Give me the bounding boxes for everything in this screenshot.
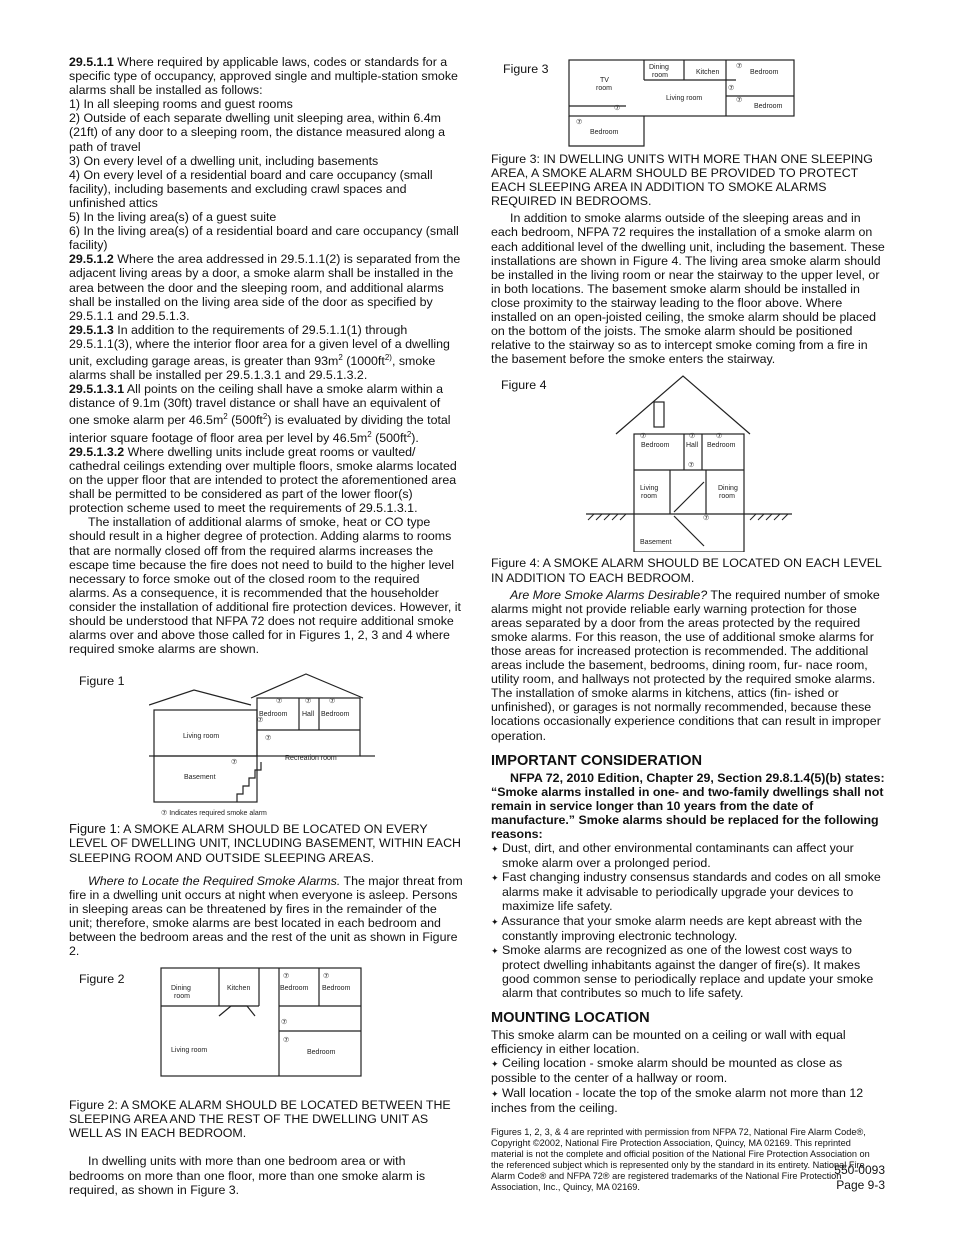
fig4-room-basement: Basement bbox=[640, 539, 672, 547]
smoke-alarm-icon: ⑦ bbox=[614, 105, 621, 112]
smoke-alarm-icon: ⑦ bbox=[276, 698, 283, 706]
para-where-to-locate: Where to Locate the Required Smoke Alarms. The major threat from fire in a dwelling unit occurs at night when everyone is asleep. Persons in sleeping areas can be threatened by fires in the remainder of the unit; therefore, smoke alarms are best located in each bedroom and between the bedroom areas and the rest of the unit as shown in Figure 2. bbox=[69, 873, 463, 959]
important-statement: NFPA 72, 2010 Edition, Chapter 29, Section 29.8.1.4(5)(b) states: “Smoke alarms installed in one- and two-family dwellings shall not remain in service longer than 10 years from the date of manufacture.” Smoke alarms should be replaced for the following reasons: bbox=[491, 770, 885, 841]
para-29-5-1-2: 29.5.1.2 Where the area addressed in 29.5.1.1(2) is separated from the adjacent living areas by a door, a smoke alarm shall be installed in the area between the door and the sleeping room, and additional alarms shall be installed on the living area side of the door as specified by 29.5.1.1 and 29.5.1.3. bbox=[69, 252, 461, 323]
fig1-room-hall: Hall bbox=[302, 711, 315, 719]
list-item: 2) Outside of each separate dwelling unit sleeping area, within 6.4m (21ft) of any door to a sleeping room, the distance measured along a path of travel bbox=[69, 111, 446, 154]
smoke-alarm-icon: ⑦ bbox=[257, 717, 264, 725]
page-number: Page 9-3 bbox=[836, 1178, 885, 1192]
fig2-room-bedroom-2: Bedroom bbox=[322, 985, 351, 993]
smoke-alarm-icon: ⑦ bbox=[576, 119, 583, 126]
figure-1-label: Figure 1 bbox=[79, 674, 125, 689]
para-additional-levels: In addition to smoke alarms outside of the sleeping areas and in each bedroom, NFPA 72 requires the installation of a smoke alarm on each additional level of the dwelling unit, including the basement. These installations are shown in Figure 4. The living area smoke alarm should be installed in the living room or near the stairway to the upper level, or in both locations. The basement smoke alarm should be installed in close proximity to the stairway leading to the floor above. Where installed on an open-joisted ceiling, the smoke alarm should be placed on the bottom of the joists. The smoke alarm should be positioned relative to the stairway so as to intercept smoke coming from a fire in the basement before the smoke enters the stairway. bbox=[491, 211, 885, 367]
fig2-room-dining-2: room bbox=[174, 993, 190, 1001]
fig1-room-basement: Basement bbox=[184, 774, 216, 782]
fig2-room-bedroom-3: Bedroom bbox=[307, 1049, 336, 1057]
fig3-room-tv: TV bbox=[600, 77, 609, 84]
smoke-alarm-icon: ⑦ bbox=[283, 973, 290, 981]
fig1-room-living: Living room bbox=[183, 733, 220, 741]
figure-4-diagram bbox=[586, 374, 796, 552]
fig1-legend: ⑦ Indicates required smoke alarm bbox=[161, 810, 267, 818]
fig1-room-recreation: Recreation room bbox=[285, 755, 337, 763]
list-item: 3) On every level of a dwelling unit, including basements bbox=[69, 153, 379, 168]
bullet-icon: ✦ bbox=[491, 844, 499, 855]
figure-1-caption: Figure 1: A SMOKE ALARM SHOULD BE LOCATED ON EVERY LEVEL OF DWELLING UNIT, INCLUDING BASEMENT, WITHIN EACH SLEEPING ROOM AND OUTSIDE SLEEPING AREAS. bbox=[69, 821, 461, 865]
figure-1 bbox=[69, 670, 463, 820]
fig3-room-kitchen: Kitchen bbox=[696, 69, 720, 76]
fig3-room-bedroom-2: Bedroom bbox=[754, 103, 783, 110]
smoke-alarm-icon: ⑦ bbox=[329, 698, 336, 706]
figure-2-label: Figure 2 bbox=[79, 972, 125, 987]
fig2-room-kitchen: Kitchen bbox=[227, 985, 251, 993]
right-column bbox=[491, 58, 885, 1193]
smoke-alarm-icon: ⑦ bbox=[283, 1037, 290, 1045]
fig2-room-living: Living room bbox=[171, 1047, 208, 1055]
figure-4-label: Figure 4 bbox=[501, 378, 547, 393]
bullet-icon: ✦ bbox=[491, 1059, 499, 1070]
ceiling-location: ✦ Ceiling location - smoke alarm should be mounted as close as possible to the center of a hallway or room. bbox=[491, 1056, 843, 1086]
para-29-5-1-3: 29.5.1.3 In addition to the requirements of 29.5.1.1(1) through 29.5.1.1(3), where the interior floor area for a given level of a dwelling unit, excluding garage areas, is greater than $93m^2$ ($1000ft^{2)}$, smoke alarms shall be installed per 29.5.1.3.1 and 29.5.1.3.2. bbox=[69, 322, 450, 383]
figure-3 bbox=[491, 58, 885, 150]
fig2-room-dining: Dining bbox=[171, 985, 191, 993]
fig1-room-bedroom-1: Bedroom bbox=[259, 711, 288, 719]
list-item: 1) In all sleeping rooms and guest rooms bbox=[69, 97, 293, 112]
fig3-room-living: Living room bbox=[666, 95, 703, 102]
fig3-room-bedroom-1: Bedroom bbox=[750, 69, 779, 76]
smoke-alarm-icon: ⑦ bbox=[281, 1019, 288, 1027]
fig3-room-dining: Dining bbox=[649, 64, 669, 71]
fig1-room-bedroom-2: Bedroom bbox=[321, 711, 350, 719]
heading-important-consideration: IMPORTANT CONSIDERATION bbox=[491, 752, 703, 769]
list-item: ✦ Smoke alarms are recognized as one of the lowest cost ways to protect dwelling inhabitants against the danger of fire(s). It makes good common sense to periodically replace and update your smoke alarm that contributes so much to life safety. bbox=[491, 942, 874, 1001]
fig4-room-dining: Dining bbox=[718, 485, 738, 493]
figure-3-label: Figure 3 bbox=[503, 62, 549, 76]
bullet-icon: ✦ bbox=[491, 916, 499, 927]
list-item: 5) In the living area(s) of a guest suite bbox=[69, 210, 277, 225]
figure-3-diagram bbox=[566, 58, 796, 150]
para-29-5-1-3-1: 29.5.1.3.1 All points on the ceiling shall have a smoke alarm within a distance of 9.1m (30ft) travel distance or shall have an equivalent of one smoke alarm per $46.5m^2$ $(500ft^2)$ is evaluated by dividing the total interior square footage of floor area per level by $46.5m^2$ $(500ft^2)$. bbox=[69, 382, 451, 445]
smoke-alarm-icon: ⑦ bbox=[689, 433, 696, 441]
figure-2-caption: Figure 2: A SMOKE ALARM SHOULD BE LOCATED BETWEEN THE SLEEPING AREA AND THE REST OF THE DWELLING UNIT AS WELL AS IN EACH BEDROOM. bbox=[69, 1098, 451, 1141]
list-item: ✦ Assurance that your smoke alarm needs are kept abreast with the constantly improving electronic technology. bbox=[491, 913, 863, 943]
list-item: 4) On every level of a residential board and care occupancy (small facility), including basements and excluding crawl spaces and unfinished attics bbox=[69, 167, 433, 210]
smoke-alarm-icon: ⑦ bbox=[323, 973, 330, 981]
smoke-alarm-icon: ⑦ bbox=[640, 433, 647, 441]
fig4-room-bedroom-1: Bedroom bbox=[641, 442, 670, 450]
para-29-5-1-1: 29.5.1.1 Where required by applicable laws, codes or standards for a specific type of occupancy, approved single and multiple-station smoke alarms shall be installed as follows: bbox=[69, 55, 458, 98]
wall-location: ✦ Wall location - locate the top of the smoke alarm not more than 12 inches from the ceiling. bbox=[491, 1085, 864, 1115]
smoke-alarm-icon: ⑦ bbox=[736, 63, 743, 70]
doc-number: 550-0093 bbox=[834, 1163, 885, 1177]
left-column bbox=[69, 55, 463, 1197]
smoke-alarm-icon: ⑦ bbox=[265, 735, 272, 743]
smoke-alarm-icon: ⑦ bbox=[703, 515, 710, 523]
fig4-room-bedroom-2: Bedroom bbox=[707, 442, 736, 450]
figure-3-caption: Figure 3: IN DWELLING UNITS WITH MORE THAN ONE SLEEPING AREA, A SMOKE ALARM SHOULD BE PROVIDED TO PROTECT EACH SLEEPING AREA IN ADDITION TO SMOKE ALARMS REQUIRED IN BEDROOMS. bbox=[491, 152, 873, 209]
fig3-room-tv-2: room bbox=[596, 85, 612, 92]
smoke-alarm-icon: ⑦ bbox=[728, 85, 735, 92]
heading-mounting-location: MOUNTING LOCATION bbox=[491, 1010, 650, 1027]
figure-1-diagram bbox=[149, 670, 379, 818]
list-item: ✦ Dust, dirt, and other environmental contaminants can affect your smoke alarm over a prolonged period. bbox=[491, 841, 854, 871]
fig4-room-hall: Hall bbox=[686, 442, 699, 450]
smoke-alarm-icon: ⑦ bbox=[231, 759, 238, 767]
fineprint: Figures 1, 2, 3, & 4 are reprinted with permission from NFPA 72, National Fire Alarm Code®, Copyright ©2002, National Fire Protection Association, Quincy, MA 02169. This reprinted material is not the complete and official position of the National Fire Protection Association on the referenced subject which is represented only by the standard in its entirety. National Fire Alarm Code® and NFPA 72® are registered trademarks of the National Fire Protection Association, Inc., Quincy, MA 02169. bbox=[491, 1126, 870, 1192]
figure-4 bbox=[491, 374, 885, 554]
para-additional-alarms: The installation of additional alarms of smoke, heat or CO type should result in a higher degree of protection. Adding alarms to rooms that are normally closed off from the required alarms increases the escape time because the fire does not need to build to the higher level necessary to force smoke out of the closed room to the required alarms. As a consequence, it is recommended that the householder consider the installation of additional fire protection devices. However, it should be understood that NFPA 72 does not require additional smoke alarms over and above those called for in Figures 1, 2, 3 and 4 where required smoke alarms are shown. bbox=[69, 515, 461, 657]
bullet-icon: ✦ bbox=[491, 1088, 499, 1099]
para-29-5-1-3-2: 29.5.1.3.2 Where dwelling units include great rooms or vaulted/ cathedral ceilings extending over multiple floors, smoke alarms located on the upper floor that are intended to protect the aforementioned area shall be permitted to be considered as part of the lower floor(s) protection scheme used to meet the requirements of 29.5.1.3.1. bbox=[69, 444, 457, 516]
fig3-room-bedroom-3: Bedroom bbox=[590, 129, 619, 136]
page-footer bbox=[834, 1163, 885, 1193]
fig3-room-dining-2: room bbox=[652, 72, 668, 79]
figure-4-caption: Figure 4: A SMOKE ALARM SHOULD BE LOCATED ON EACH LEVEL IN ADDITION TO EACH BEDROOM. bbox=[491, 556, 882, 585]
smoke-alarm-icon: ⑦ bbox=[716, 433, 723, 441]
bullet-icon: ✦ bbox=[491, 945, 499, 956]
list-item: ✦ Fast changing industry consensus standards and codes on all smoke alarms make it advisable to periodically upgrade your devices to maximize life safety. bbox=[491, 870, 881, 914]
smoke-alarm-icon: ⑦ bbox=[305, 698, 312, 706]
smoke-alarm-icon: ⑦ bbox=[736, 97, 743, 104]
bullet-icon: ✦ bbox=[491, 873, 499, 884]
fig4-room-dining-2: room bbox=[719, 493, 735, 501]
figure-2 bbox=[69, 966, 463, 1096]
fig4-room-living-2: room bbox=[641, 493, 657, 501]
para-more-alarms: Are More Smoke Alarms Desirable? The required number of smoke alarms might not provide reliable early warning protection for those areas separated by a door from the areas protected by the required smoke alarms. For this reason, the use of additional smoke alarms for those areas for increased protection is recommended. The additional areas include the basement, bedrooms, dining room, fur- nace room, utility room, and hallways not protected by the required smoke alarms. The installation of smoke alarms in kitchens, attics (fin- ished or unfinished), or garages is not normally recommended, because these locations occasionally experience conditions that can result in improper operation. bbox=[491, 587, 881, 743]
fig4-room-living: Living bbox=[640, 485, 659, 493]
smoke-alarm-icon: ⑦ bbox=[688, 462, 695, 470]
figure-2-diagram bbox=[159, 966, 374, 1091]
para-multiple-bedrooms: In dwelling units with more than one bedroom area or with bedrooms on more than one floor, more than one smoke alarm is required, as shown in Figure 3. bbox=[69, 1154, 426, 1197]
fig2-room-bedroom-1: Bedroom bbox=[280, 985, 309, 993]
mounting-text: This smoke alarm can be mounted on a ceiling or wall with equal efficiency in either location. bbox=[491, 1028, 846, 1057]
list-item: 6) In the living area(s) of a residential board and care occupancy (small facility) bbox=[69, 224, 459, 253]
